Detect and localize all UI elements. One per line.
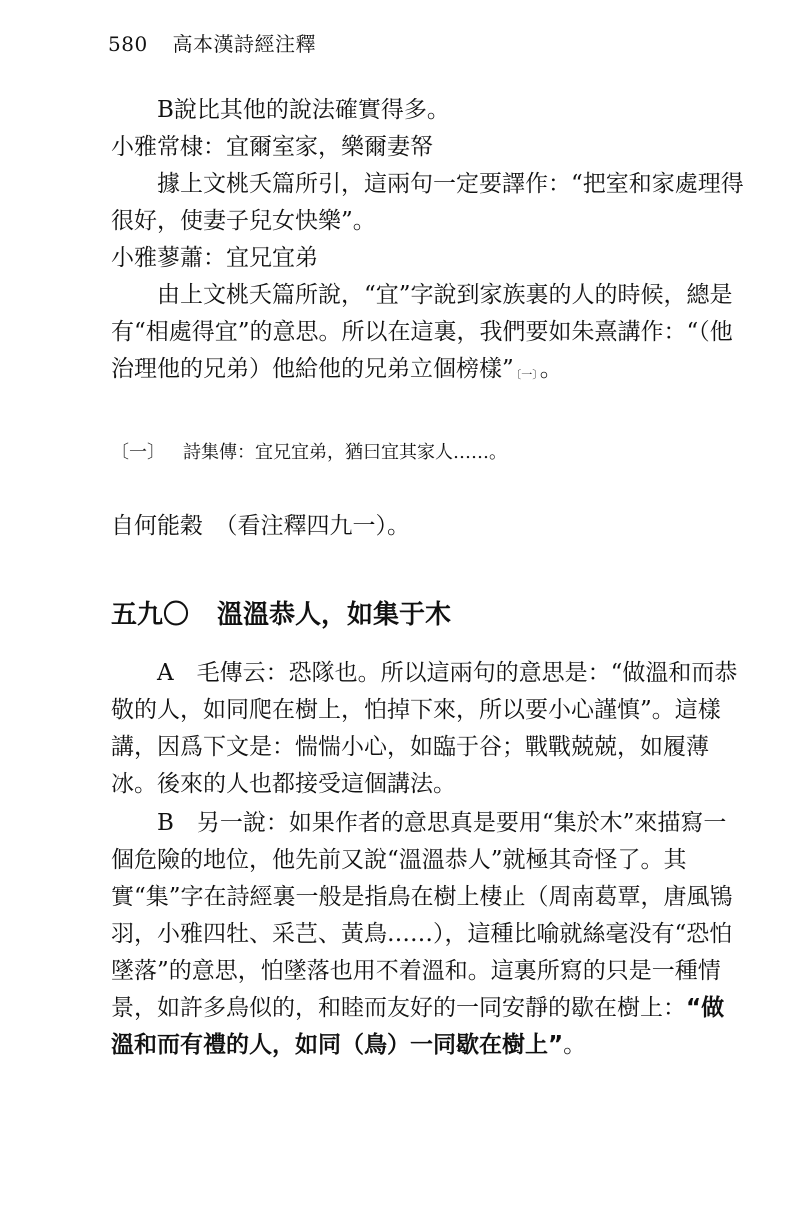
paragraph-b-text: B 另一說：如果作者的意思真是要用“集於木”來描寫一個危險的地位，他先前又說“溫溫恭人”就極其奇怪了。其實“集”字在詩經裏一般是指鳥在樹上棲止（周南葛覃，唐風鴇羽，小雅四牡、采芑、黃鳥……），這種比喻就絲毫没有“恐怕墜落”的意思，怕墜落也用不着溫和。這裏所寫的只是一種情景，如許多鳥似的，和睦而友好的一同安靜的歇在樹上： — [111, 810, 733, 1021]
paragraph-liaoxiao — [111, 277, 747, 393]
citation-liaoxiao: 小雅蓼蕭：宜兄宜弟 — [111, 245, 318, 271]
paragraph-b-bold-translation: “做溫和而有禮的人，如同（鳥）一同歇在樹上” — [111, 995, 725, 1058]
section-number: 五九〇 — [111, 600, 190, 630]
paragraph-a: A 毛傳云：恐隊也。所以這兩句的意思是：“做溫和而恭敬的人，如同爬在樹上，怕掉下來，所以要小心謹慎”。這樣講，因爲下文是：惴惴小心，如臨于谷；戰戰兢兢，如履薄冰。後來的人也都接受這個講法。 — [111, 660, 738, 797]
footnote-text: 詩集傳：宜兄宜弟，猶曰宜其家人……。 — [183, 442, 507, 463]
citation-changdi: 小雅常棣：宜爾室家，樂爾妻帑 — [111, 134, 433, 160]
footnote-reference: 〔一〕 — [515, 368, 538, 381]
page-number: 580 — [108, 32, 148, 56]
paragraph-b-end: 。 — [563, 1032, 587, 1058]
paragraph-b — [111, 805, 747, 1064]
book-title: 高本漢詩經注釋 — [172, 32, 317, 56]
paragraph-b-conclusion: B說比其他的說法確實得多。 — [157, 97, 450, 123]
footnote-marker: 〔一〕 — [111, 442, 165, 463]
section-heading — [111, 595, 451, 635]
paragraph-liaoxiao-text: 由上文桃夭篇所說，“宜”字說到家族裏的人的時候，總是有“相處得宜”的意思。所以在這裏，我們要如朱熹講作：“（他治理他的兄弟）他給他的兄弟立個榜樣” — [111, 282, 733, 382]
cross-reference-line: 自何能穀 （看注釋四九一）。 — [111, 513, 410, 539]
paragraph-liaoxiao-end: 。 — [539, 356, 563, 382]
footnote — [111, 440, 507, 466]
section-title: 溫溫恭人，如集于木 — [217, 600, 452, 630]
running-header — [108, 28, 316, 57]
paragraph-changdi: 據上文桃夭篇所引，這兩句一定要譯作：“把室和家處理得很好，使妻子兒女快樂”。 — [111, 171, 744, 234]
